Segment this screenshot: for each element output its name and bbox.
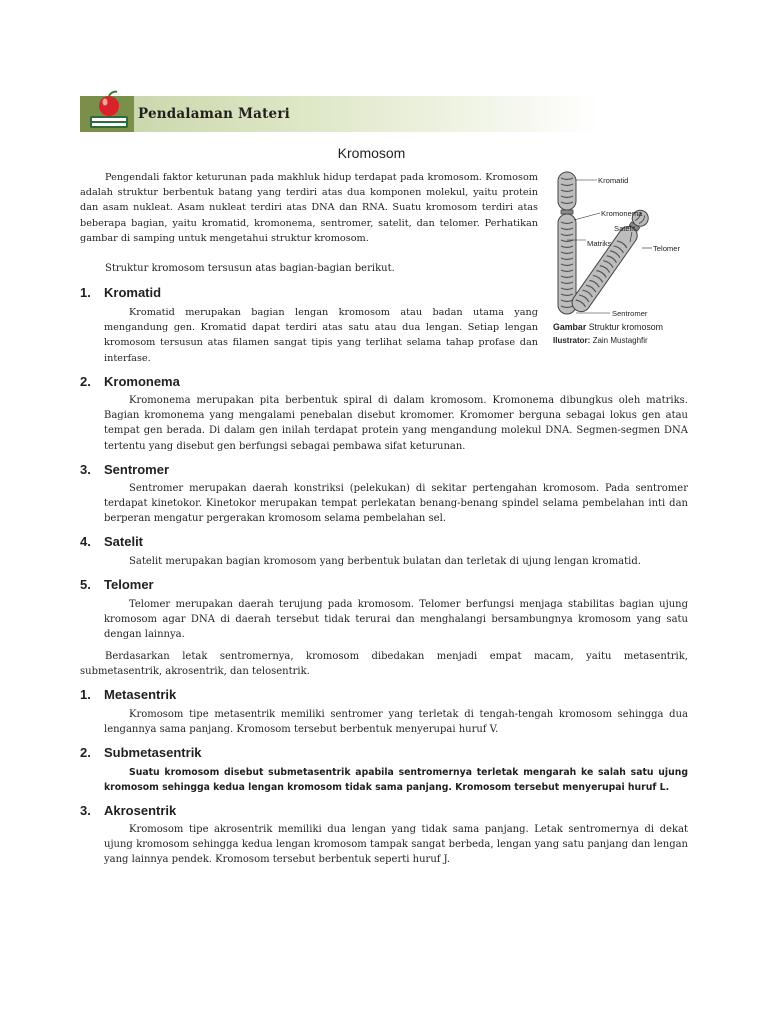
text-metasentrik: Kromosom tipe metasentrik memiliki sentromer yang terletak di tengah-tengah kromosom sehingga dua lengannya sama panjang. Kromosom tersebut berbentuk menyerupai huruf V.	[104, 709, 688, 736]
section-banner	[80, 96, 600, 132]
text-satelit: Satelit merupakan bagian kromosom yang berbentuk bulatan dan terletak di ujung lengan kromatid.	[129, 556, 641, 567]
heading-telomer: 5. Telomer	[80, 577, 154, 592]
text-telomer: Telomer merupakan daerah terujung pada kromosom. Telomer berfungsi menjaga stabilitas bagian ujung kromosom agar DNA di daerah tersebut tidak terurai dan menghalangi bersambungnya kromosom yang satu dengan lainnya.	[104, 599, 688, 641]
types-intro: Berdasarkan letak sentromernya, kromosom dibedakan menjadi empat macam, yaitu metasentrik, submetasentrik, akrosentrik, dan telosentrik.	[80, 651, 688, 678]
label-kromatid: Kromatid	[598, 176, 629, 185]
heading-submetasentrik: 2. Submetasentrik	[80, 745, 202, 760]
heading-metasentrik: 1. Metasentrik	[80, 687, 177, 702]
label-sentromer: Sentromer	[612, 309, 648, 318]
heading-kromonema: 2. Kromonema	[80, 374, 180, 389]
heading-sentromer: 3. Sentromer	[80, 462, 170, 477]
label-telomer: Telomer	[653, 244, 681, 253]
text-kromonema: Kromonema merupakan pita berbentuk spiral di dalam kromosom. Kromonema dibungkus oleh matriks. Bagian kromonema yang mengalami penebalan disebut kromomer. Kromomer berguna sebagai lokus gen atau tempat gen berada. Di dalam gen inilah terdapat protein yang mengandung molekul DNA. Segmen-segmen DNA tertentu yang disebut gen berfungsi sebagai pembawa sifat keturunan.	[104, 395, 688, 452]
text-kromatid: Kromatid merupakan bagian lengan kromosom atau badan utama yang mengandung gen. Kromatid dapat terdiri atas satu atau dua lengan. Setiap lengan kromosom tersusun atas filamen sangat tipis yang terlihat selama tahap profase dan interfase.	[104, 307, 538, 364]
heading-kromatid: 1. Kromatid	[80, 285, 162, 300]
intro-paragraph: Pengendali faktor keturunan pada makhluk hidup terdapat pada kromosom. Kromosom adalah struktur berbentuk batang yang terdiri atas dua komponen molekul, yaitu protein dan asam nukleat. Asam nukleat terdiri atas DNA dan RNA. Suatu kromosom terdiri atas beberapa bagian, yaitu kromatid, kromonema, sentromer, satelit, dan telomer. Perhatikan gambar di samping untuk mengetahui struktur kromosom.	[80, 172, 538, 244]
heading-satelit: 4. Satelit	[80, 534, 144, 549]
text-sentromer: Sentromer merupakan daerah konstriksi (pelekukan) di sekitar pertengahan kromosom. Pada sentromer terdapat kinetokor. Kinetokor merupakan tempat perlekatan benang-benang spindel selama pembelahan inti dan berperan mengatur pergerakan kromosom selama pembelahan sel.	[104, 483, 688, 525]
intro-structure-line: Struktur kromosom tersusun atas bagian-bagian berikut.	[105, 263, 395, 274]
section-label: Pendalaman Materi	[138, 106, 290, 122]
page-title: Kromosom	[337, 145, 406, 161]
label-matriks: Matriks	[587, 239, 612, 248]
label-satelit: Satelit	[614, 224, 636, 233]
label-kromonema: Kromonema	[601, 209, 643, 218]
apple-on-book-icon	[84, 88, 136, 134]
figure-credit: Ilustrator: Zain Mustaghfir	[553, 336, 648, 345]
text-submetasentrik: Suatu kromosom disebut submetasentrik apabila sentromernya terletak mengarah ke salah satu ujung kromosom sehingga kedua lengan kromosom tidak sama panjang. Kromosom tersebut menyerupai huruf L.	[104, 767, 688, 794]
figure-caption: Gambar Struktur kromosom	[553, 322, 663, 332]
heading-akrosentrik: 3. Akrosentrik	[80, 803, 177, 818]
text-akrosentrik: Kromosom tipe akrosentrik memiliki dua lengan yang tidak sama panjang. Letak sentromernya di dekat ujung kromosom sehingga kedua lengan kromosom tampak sangat berbeda, lengan yang satu panjang dan lengan yang lainnya pendek. Kromosom tersebut berbentuk seperti huruf J.	[104, 824, 688, 866]
